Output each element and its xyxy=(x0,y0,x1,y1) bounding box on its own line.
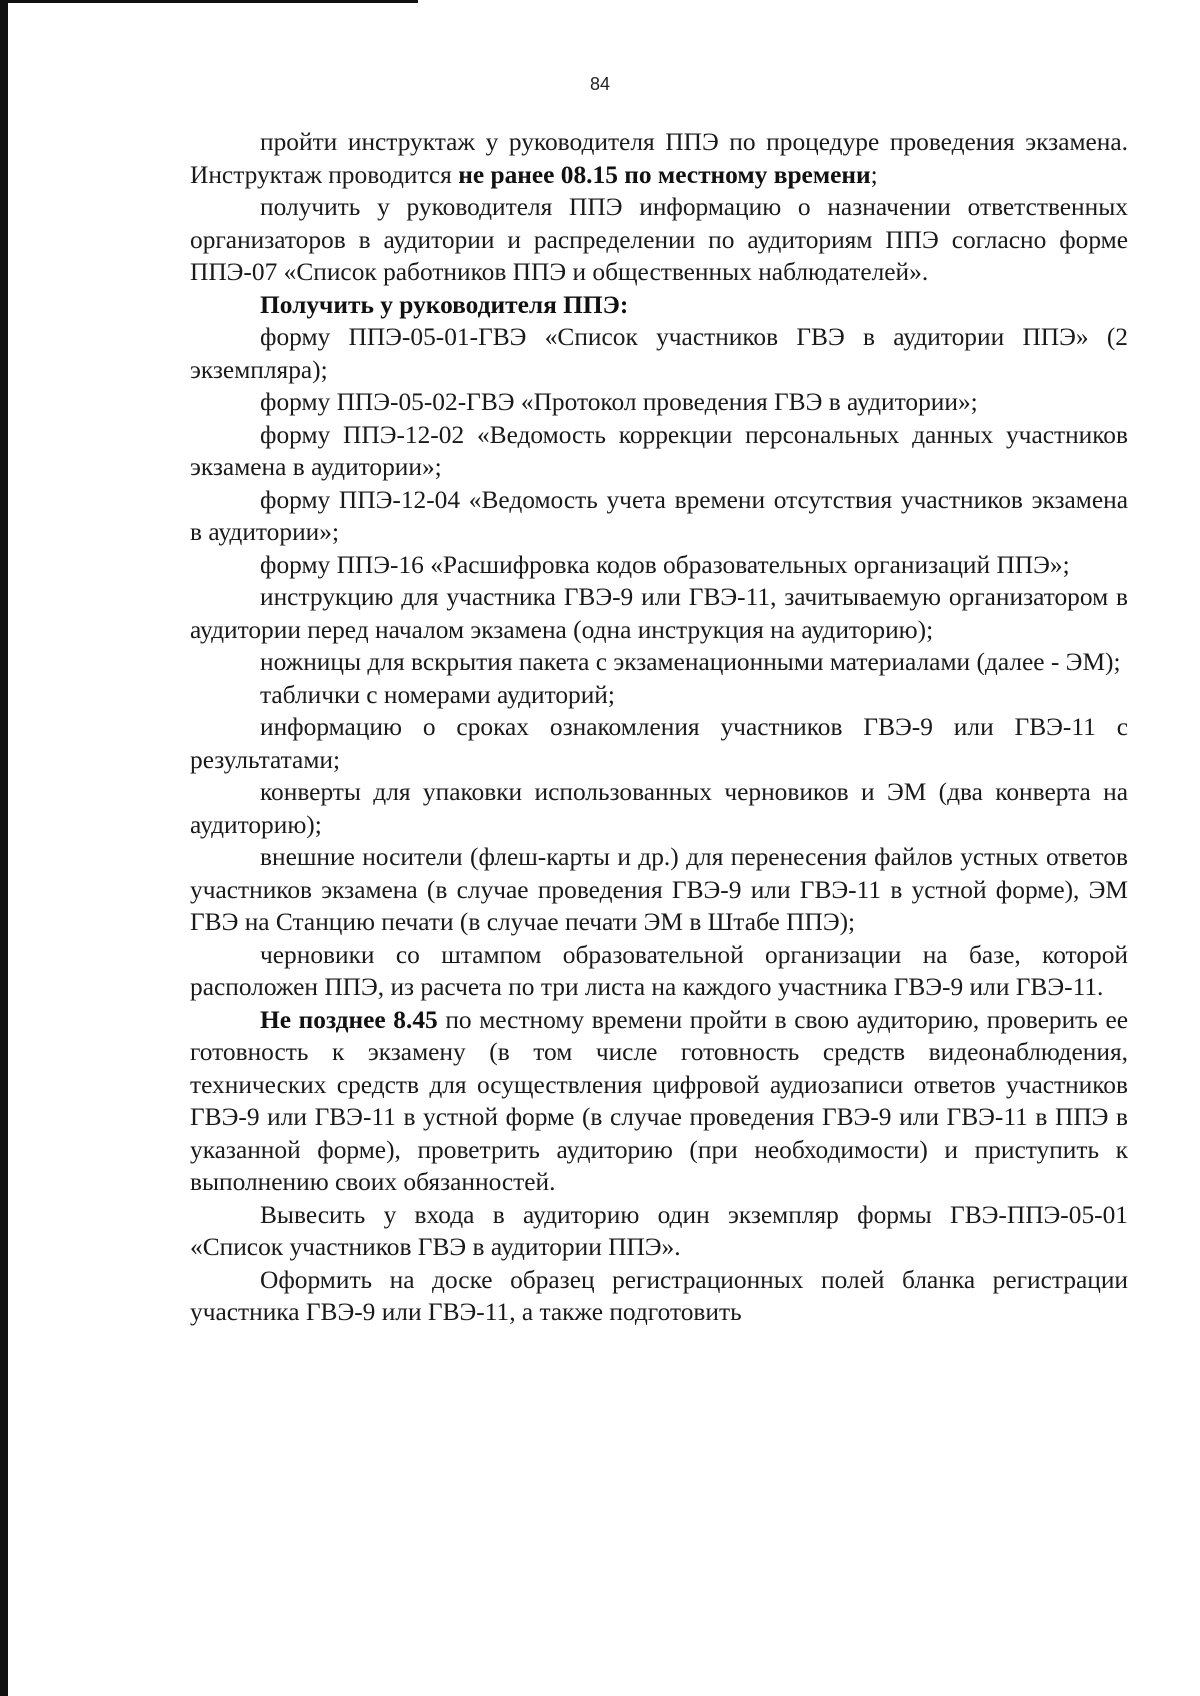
list-item-form-05-02: форму ППЭ-05-02-ГВЭ «Протокол проведения ГВЭ в аудитории»; xyxy=(260,388,978,416)
document-body xyxy=(190,126,1128,1329)
page-number: 84 xyxy=(589,74,611,94)
list-item-form-12-02: форму ППЭ-12-02 «Ведомость коррекции персональных данных участников экзамена в аудитории»; xyxy=(190,420,1128,481)
paragraph-receive-heading xyxy=(190,289,1128,322)
list-item-form-16: форму ППЭ-16 «Расшифровка кодов образовательных организаций ППЭ»; xyxy=(260,550,1070,579)
briefing-text: пройти инструктаж у руководителя ППЭ по процедуре проведения экзамена. Инструктаж проводится xyxy=(190,128,1128,189)
list-item-room-plates: таблички с номерами аудиторий; xyxy=(260,680,615,709)
room-check-text: по местному времени пройти в свою аудиторию, проверить ее готовность к экзамену (в том числе готовность средств видеонаблюдения, технических средств для осуществления цифровой аудиозаписи ответов участников ГВЭ-9 или ГВЭ-11 в устной форме (в случае проведения ГВЭ-9 или ГВЭ-11 в ППЭ в указанной форме), проветрить аудиторию (при необходимости) и приступить к выполнению своих обязанностей. xyxy=(190,1005,1128,1196)
list-item-drafts: черновики со штампом образовательной организации на базе, которой расположен ППЭ, из расчета по три листа на каждого участника ГВЭ-9 или ГВЭ-11. xyxy=(190,940,1128,1001)
list-item-envelopes: конверты для упаковки использованных черновиков и ЭМ (два конверта на аудиторию); xyxy=(190,778,1128,839)
room-check-time-bold: Не позднее 8.45 xyxy=(260,1005,438,1034)
paragraph-assignment-info: получить у руководителя ППЭ информацию о назначении ответственных организаторов в аудитории и распределении по аудиториям ППЭ согласно форме ППЭ-07 «Список работников ППЭ и общественных наблюдателей». xyxy=(190,193,1128,286)
paragraph-post-list: Вывесить у входа в аудиторию один экземпляр формы ГВЭ-ППЭ-05-01 «Список участников ГВЭ в аудитории ППЭ». xyxy=(190,1200,1128,1261)
scan-border-left xyxy=(0,0,8,1696)
briefing-end: ; xyxy=(870,160,878,189)
list-item-external-media: внешние носители (флеш-карты и др.) для перенесения файлов устных ответов участников экзамена (в случае проведения ГВЭ-9 или ГВЭ-11 в устной форме), ЭМ ГВЭ на Станцию печати (в случае печати ЭМ в Штабе ППЭ); xyxy=(190,843,1128,936)
list-item-scissors: ножницы для вскрытия пакета с экзаменационными материалами (далее - ЭМ); xyxy=(260,648,1121,676)
list-item-form-05-01: форму ППЭ-05-01-ГВЭ «Список участников ГВЭ в аудитории ППЭ» (2 экземпляра); xyxy=(190,323,1128,384)
briefing-time-bold: не ранее 08.15 по местному времени xyxy=(458,160,871,189)
paragraph-briefing xyxy=(190,126,1128,191)
paragraph-room-check xyxy=(190,1004,1128,1199)
receive-heading-bold: Получить у руководителя ППЭ: xyxy=(260,290,629,319)
list-item-results-info: информацию о сроках ознакомления участников ГВЭ-9 или ГВЭ-11 с результатами; xyxy=(190,713,1128,774)
scan-border-top xyxy=(8,0,418,3)
list-item-form-12-04: форму ППЭ-12-04 «Ведомость учета времени отсутствия участников экзамена в аудитории»; xyxy=(190,485,1128,546)
list-item-instruction: инструкцию для участника ГВЭ-9 или ГВЭ-11, зачитываемую организатором в аудитории перед началом экзамена (одна инструкция на аудиторию); xyxy=(190,583,1128,644)
paragraph-board-sample: Оформить на доске образец регистрационных полей бланка регистрации участника ГВЭ-9 или ГВЭ-11, а также подготовить xyxy=(190,1265,1128,1326)
